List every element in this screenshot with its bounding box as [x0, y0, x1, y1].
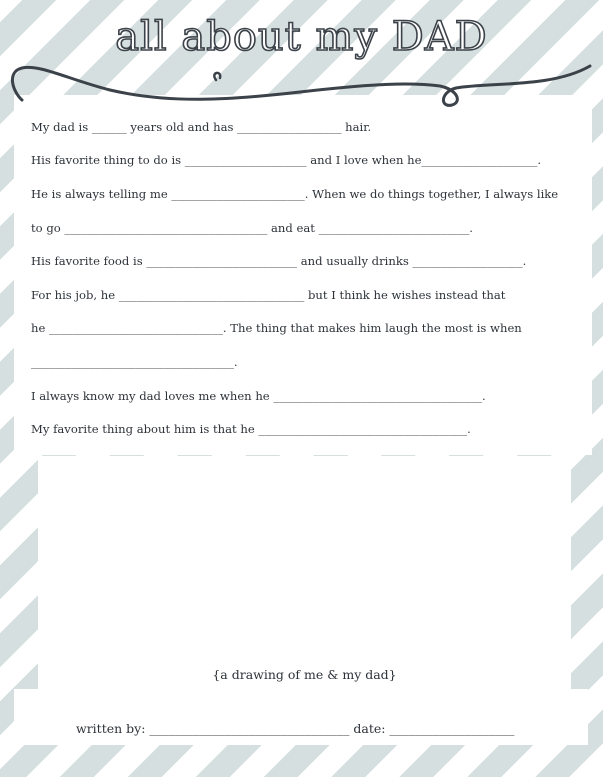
prompt-line-always-telling[interactable]: He is always telling me _______________________. When we do things together, I always like	[31, 187, 559, 201]
prompt-line-favorite-about-him[interactable]: My favorite thing about him is that he ____________________________________.	[31, 422, 471, 436]
drawing-caption: {a drawing of me & my dad}	[212, 667, 397, 682]
footer-panel	[14, 689, 588, 745]
prompt-line-job[interactable]: For his job, he ________________________________ but I think he wishes instead that	[31, 288, 506, 302]
title-swash-ornament	[0, 58, 603, 120]
prompt-line-go-and-eat[interactable]: to go ___________________________________ and eat __________________________.	[31, 221, 473, 235]
prompt-line-laugh[interactable]: he ______________________________. The thing that makes him laugh the most is when	[31, 321, 522, 335]
written-by-date-line[interactable]: written by: ________________________________ date: ____________________	[76, 721, 515, 736]
drawing-box[interactable]	[38, 456, 571, 689]
prompt-line-laugh-blank[interactable]: ___________________________________.	[31, 355, 238, 369]
page-title: all about my DAD	[115, 14, 488, 60]
prompt-line-favorite-thing[interactable]: His favorite thing to do is _____________________ and I love when he____________________.	[31, 153, 542, 167]
prompt-line-age-hair[interactable]: My dad is ______ years old and has __________________ hair.	[31, 120, 372, 134]
prompt-line-loves-me[interactable]: I always know my dad loves me when he ____________________________________.	[31, 389, 486, 403]
prompt-line-food-drinks[interactable]: His favorite food is __________________________ and usually drinks ___________________.	[31, 254, 527, 268]
